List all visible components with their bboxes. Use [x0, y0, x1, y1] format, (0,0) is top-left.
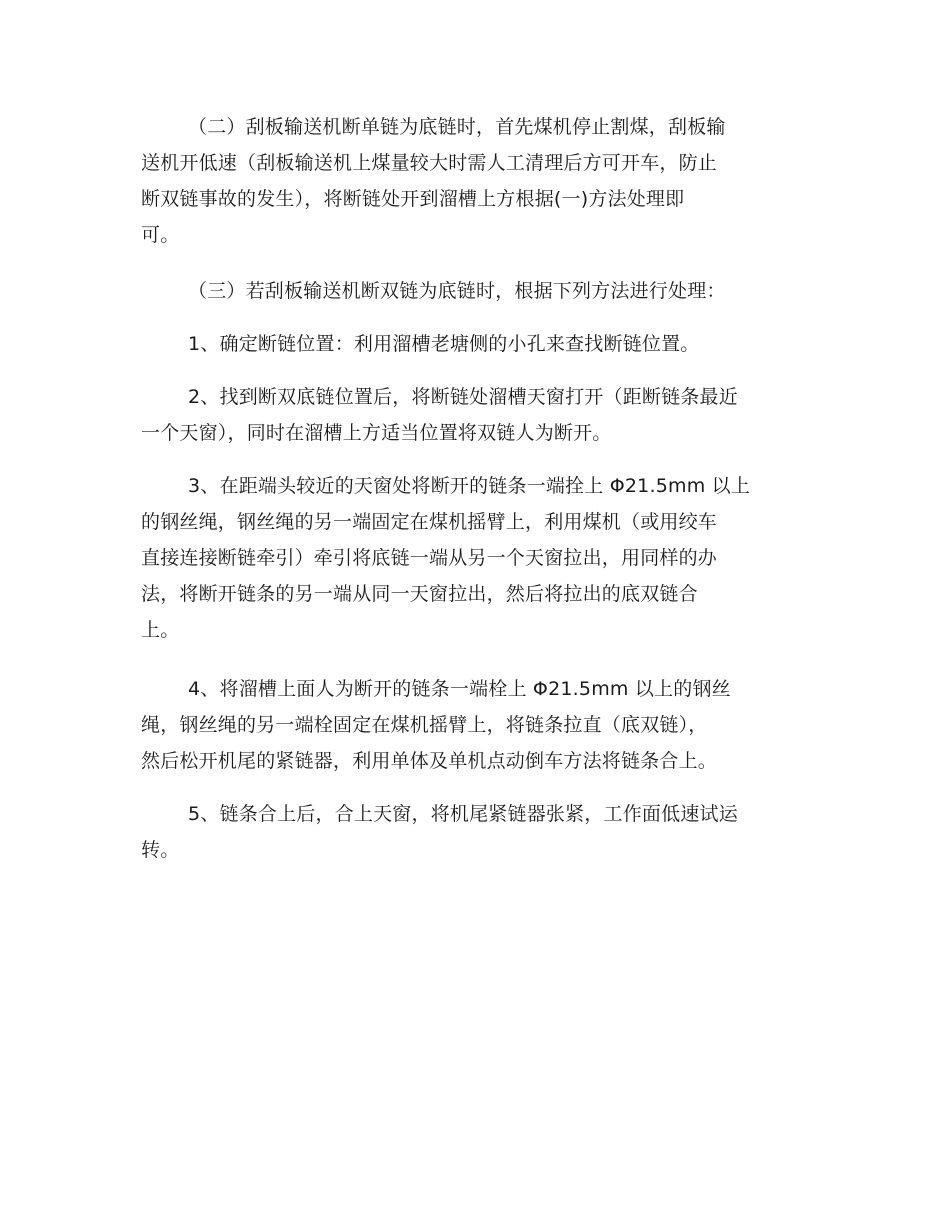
paragraph-line: 可。	[141, 224, 180, 246]
paragraph-line: 4、将溜槽上面人为断开的链条一端栓上 Φ21.5mm 以上的钢丝	[188, 678, 731, 700]
paragraph-line: 3、在距端头较近的天窗处将断开的链条一端拴上 Φ21.5mm 以上	[188, 475, 751, 497]
paragraph-line: 1、确定断链位置：利用溜槽老塘侧的小孔来查找断链位置。	[188, 333, 700, 355]
paragraph-line: 一个天窗），同时在溜槽上方适当位置将双链人为断开。	[141, 422, 612, 444]
paragraph-line: 然后松开机尾的紧链器，利用单体及单机点动倒车方法将链条合上。	[141, 750, 718, 772]
paragraph-line: 转。	[141, 839, 180, 861]
paragraph-line: 法，将断开链条的另一端从同一天窗拉出，然后将拉出的底双链合	[141, 583, 698, 605]
paragraph-line: 的钢丝绳，钢丝绳的另一端固定在煤机摇臂上，利用煤机（或用绞车	[141, 511, 718, 533]
paragraph-line: 断双链事故的发生），将断链处开到溜槽上方根据(一)方法处理即	[141, 188, 685, 210]
paragraph-line: 2、找到断双底链位置后，将断链处溜槽天窗打开（距断链条最近	[188, 386, 738, 408]
paragraph-line: 送机开低速（刮板输送机上煤量较大时需人工清理后方可开车，防止	[141, 152, 718, 174]
paragraph-line: 5、链条合上后，合上天窗，将机尾紧链器张紧，工作面低速试运	[188, 803, 738, 825]
paragraph-line: 绳，钢丝绳的另一端栓固定在煤机摇臂上，将链条拉直（底双链），	[141, 714, 708, 736]
paragraph-line: （三）若刮板输送机断双链为底链时，根据下列方法进行处理：	[188, 280, 726, 302]
paragraph-line: （二）刮板输送机断单链为底链时，首先煤机停止割煤，刮板输	[188, 116, 726, 138]
paragraph-line: 上。	[141, 619, 180, 641]
paragraph-line: 直接连接断链牵引）牵引将底链一端从另一个天窗拉出，用同样的办	[141, 547, 718, 569]
